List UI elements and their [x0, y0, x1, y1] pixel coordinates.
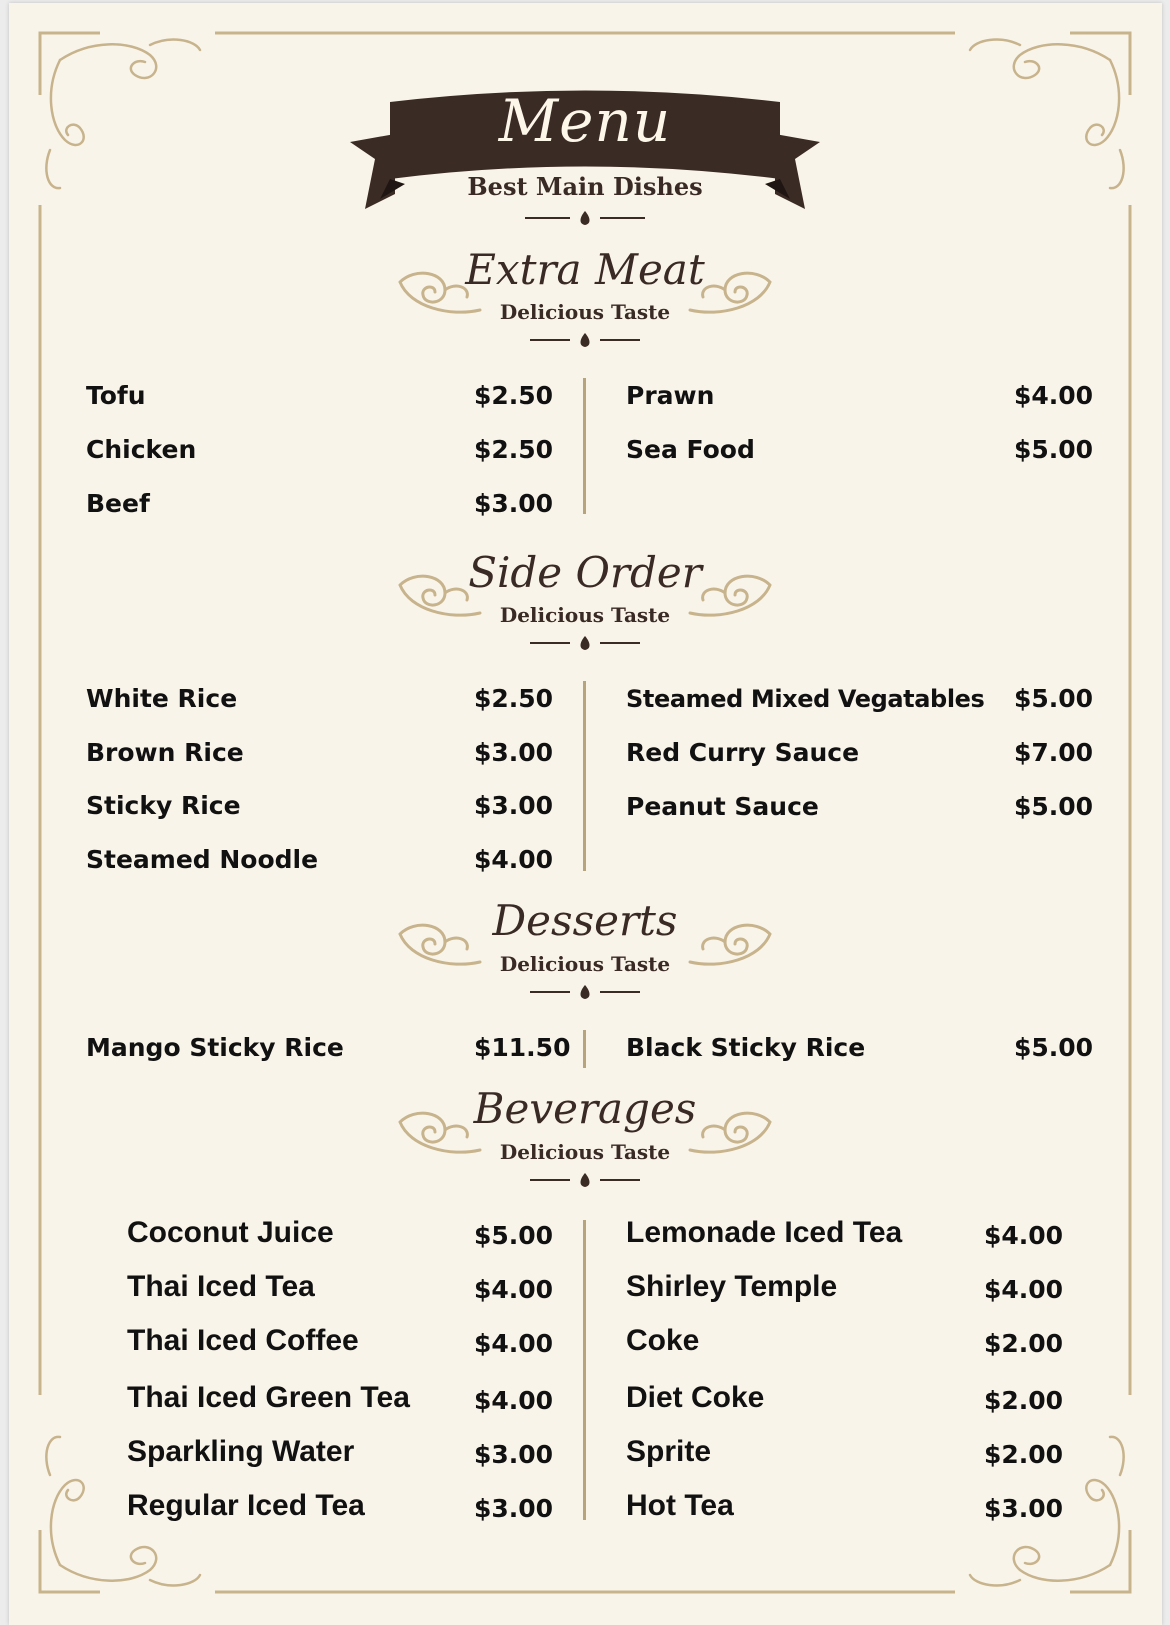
menu-title: Menu: [498, 87, 672, 155]
menu-item-name: Sparkling Water: [127, 1435, 355, 1468]
menu-item-price: $2.00: [984, 1386, 1064, 1415]
menu-item-price: $4.00: [474, 1275, 554, 1304]
menu-item-price: $2.00: [984, 1329, 1064, 1358]
column-divider: [583, 378, 586, 514]
menu-item-name: Tofu: [86, 381, 146, 410]
divider-ornament: [515, 210, 655, 226]
menu-item-name: Coconut Juice: [127, 1216, 334, 1249]
divider-ornament: [515, 332, 655, 348]
menu-item-price: $5.00: [1014, 435, 1094, 464]
section-subtitle: Delicious Taste: [499, 1140, 671, 1164]
column-divider: [583, 1030, 586, 1068]
divider-ornament: [515, 984, 655, 1000]
menu-item-name: Thai Iced Coffee: [127, 1324, 359, 1357]
menu-item-price: $5.00: [1014, 1033, 1094, 1062]
menu-item-price: $4.00: [984, 1221, 1064, 1250]
menu-item-price: $5.00: [1014, 684, 1094, 713]
column-divider: [583, 1220, 586, 1520]
divider-ornament: [515, 1172, 655, 1188]
section-title: Side Order: [468, 548, 702, 597]
menu-item-name: Regular Iced Tea: [127, 1489, 365, 1522]
menu-item-name: Shirley Temple: [626, 1270, 838, 1303]
section-title: Extra Meat: [465, 245, 705, 294]
menu-item-name: Lemonade Iced Tea: [626, 1216, 903, 1249]
menu-item-price: $3.00: [474, 738, 554, 767]
menu-item-price: $2.00: [984, 1440, 1064, 1469]
menu-item-name: Sticky Rice: [86, 791, 241, 820]
menu-item-price: $4.00: [984, 1275, 1064, 1304]
menu-item-price: $7.00: [1014, 738, 1094, 767]
menu-item-name: Thai Iced Tea: [127, 1270, 315, 1303]
menu-item-price: $2.50: [474, 684, 554, 713]
menu-item-name: Brown Rice: [86, 738, 244, 767]
menu-subtitle: Best Main Dishes: [467, 172, 703, 201]
section-title: Desserts: [492, 896, 678, 945]
menu-item-name: Chicken: [86, 435, 197, 464]
menu-item-price: $3.00: [474, 489, 554, 518]
menu-item-price: $4.00: [474, 1386, 554, 1415]
menu-item-name: Steamed Mixed Vegatables: [626, 685, 985, 713]
section-title: Beverages: [473, 1084, 697, 1133]
menu-item-price: $4.00: [474, 1329, 554, 1358]
menu-item-price: $5.00: [1014, 792, 1094, 821]
menu-item-name: Thai Iced Green Tea: [127, 1381, 410, 1414]
menu-item-name: White Rice: [86, 684, 238, 713]
menu-item-price: $3.00: [474, 1440, 554, 1469]
menu-item-name: Black Sticky Rice: [626, 1033, 866, 1062]
menu-item-name: Steamed Noodle: [86, 845, 319, 874]
menu-item-name: Coke: [626, 1324, 700, 1357]
menu-item-name: Beef: [86, 489, 150, 518]
menu-item-price: $5.00: [474, 1221, 554, 1250]
menu-item-name: Hot Tea: [626, 1489, 734, 1522]
menu-item-name: Red Curry Sauce: [626, 738, 860, 767]
menu-item-price: $11.50: [474, 1033, 571, 1062]
menu-item-name: Diet Coke: [626, 1381, 765, 1414]
menu-item-price: $3.00: [984, 1494, 1064, 1523]
menu-item-price: $3.00: [474, 1494, 554, 1523]
menu-item-price: $2.50: [474, 435, 554, 464]
menu-item-name: Sprite: [626, 1435, 712, 1468]
column-divider: [583, 681, 586, 871]
menu-item-price: $2.50: [474, 381, 554, 410]
menu-item-price: $3.00: [474, 791, 554, 820]
menu-item-name: Prawn: [626, 381, 715, 410]
menu-item-price: $4.00: [474, 845, 554, 874]
divider-ornament: [515, 635, 655, 651]
menu-item-name: Peanut Sauce: [626, 792, 819, 821]
section-subtitle: Delicious Taste: [499, 603, 671, 627]
section-subtitle: Delicious Taste: [499, 952, 671, 976]
section-subtitle: Delicious Taste: [499, 300, 671, 324]
menu-item-price: $4.00: [1014, 381, 1094, 410]
menu-item-name: Sea Food: [626, 435, 755, 464]
menu-item-name: Mango Sticky Rice: [86, 1033, 344, 1062]
